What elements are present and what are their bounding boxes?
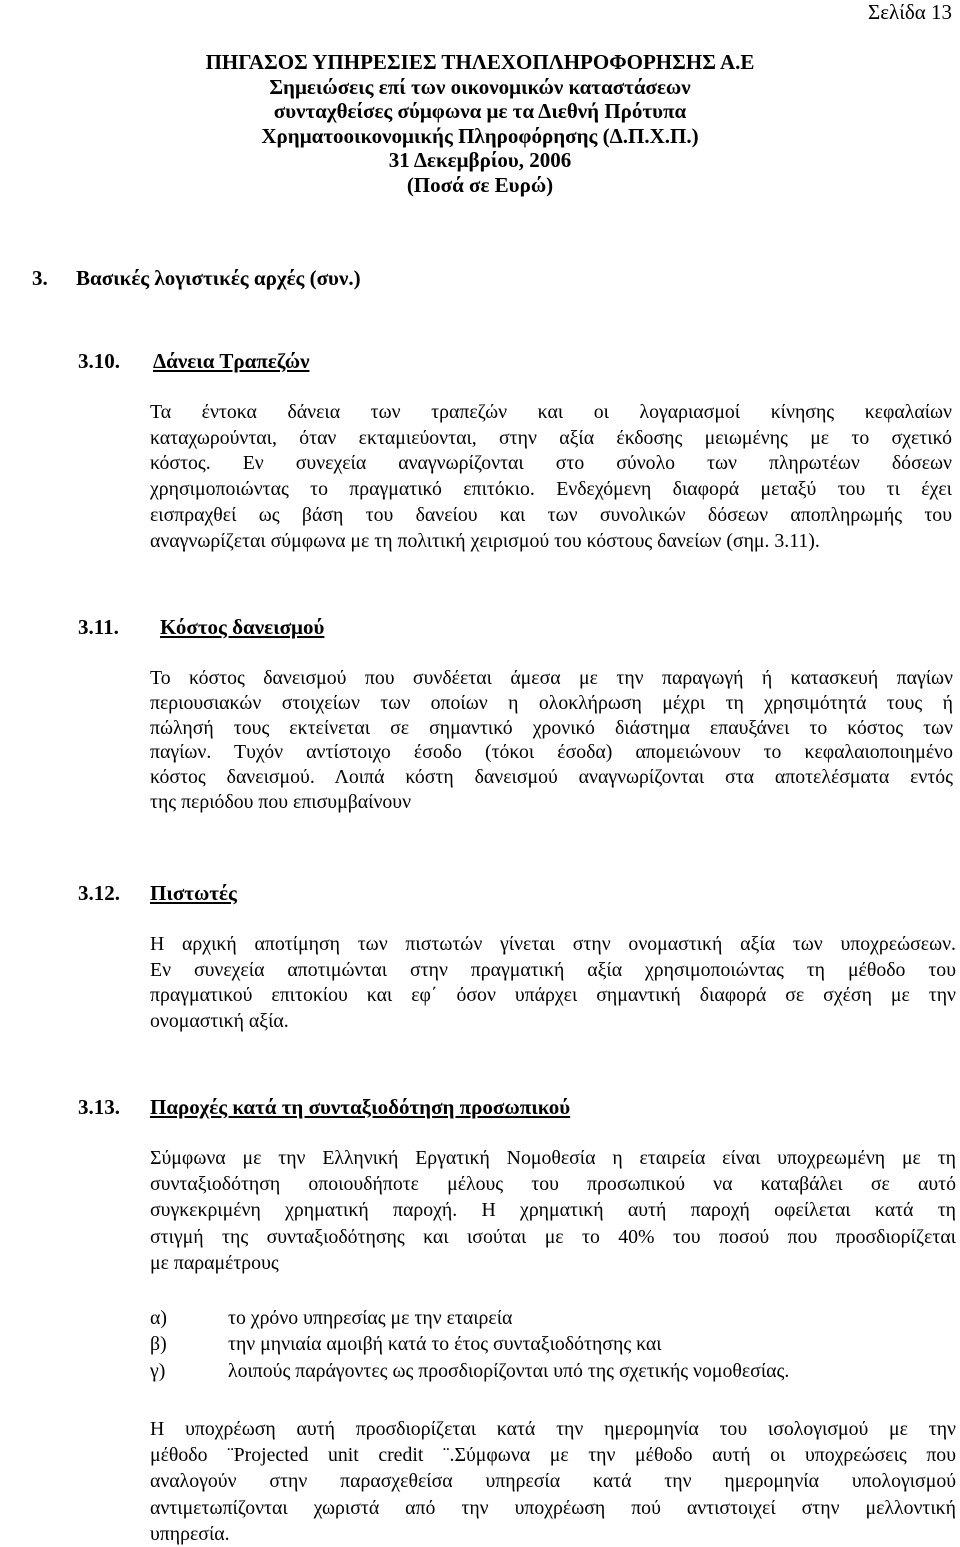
section-number: 3.10. — [78, 349, 120, 373]
parameter-list — [150, 1305, 910, 1384]
paragraph-line: περιουσιακών στοιχείων των οποίων η ολοκλήρωση μέχρι τη χρησιμότητά τους ή — [150, 691, 953, 714]
list-text: λοιπούς παράγοντες ως προσδιορίζονται υπό της σχετικής νομοθεσίας. — [228, 1359, 790, 1382]
list-marker: γ) — [150, 1359, 166, 1382]
section-title: Πιστωτές — [150, 881, 237, 905]
section-number: 3.11. — [78, 615, 119, 639]
paragraph-line: Σύμφωνα με την Ελληνική Εργατική Νομοθεσία η εταιρεία είναι υποχρεωμένη με τη — [150, 1147, 956, 1169]
list-item — [150, 1358, 910, 1384]
paragraph-line: πώλησή τους εκτείνεται σε σημαντικό χρονικό διάστημα επαυξάνει το κόστος των — [150, 716, 953, 739]
report-date: 31 Δεκεμβρίου, 2006 — [388, 148, 572, 173]
paragraph-line: Εν συνεχεία αποτιμώνται στην πραγματική αξία χρησιμοποιώντας τη μέθοδο του — [150, 958, 956, 981]
paragraph-line: κόστος δανεισμού. Λοιπά κόστη δανεισμού αναγνωρίζονται στα αποτελέσματα εντός — [150, 766, 953, 789]
section-title: Δάνεια Τραπεζών — [153, 349, 310, 373]
paragraph-line: παγίων. Τυχόν αντίστοιχο έσοδο (τόκοι έσοδα) απομειώνουν το κεφαλαιοποιημένο — [150, 741, 953, 764]
main-heading-title: Βασικές λογιστικές αρχές (συν.) — [76, 266, 361, 290]
paragraph-line: Τα έντοκα δάνεια των τραπεζών και οι λογαριασμοί κίνησης κεφαλαίων — [150, 401, 952, 423]
paragraph-line: καταχωρούνται, όταν εκταμιεύονται, στην αξία έκδοσης μειωμένης με το σχετικό — [150, 426, 952, 449]
section-title: Παροχές κατά τη συνταξιοδότηση προσωπικού — [150, 1095, 571, 1119]
paragraph-line: πραγματικού επιτοκίου και εφ΄ όσον υπάρχει σημαντική διαφορά σε σχέση με την — [150, 984, 956, 1007]
main-heading — [32, 266, 361, 290]
paragraph-line: υπηρεσία. — [150, 1522, 230, 1545]
paragraph-line: αντιμετωπίζονται χωριστά από την υποχρέωση πού αντιστοιχεί στην μελλοντική — [150, 1496, 956, 1519]
paragraph-line: της περιόδου που επισυμβαίνουν — [150, 790, 412, 813]
paragraph-line: Το κόστος δανεισμού που συνδέεται άμεσα με την παραγωγή ή κατασκευή παγίων — [150, 667, 953, 689]
paragraph-line: αναγνωρίζεται σύμφωνα με τη πολιτική χειρισμού του κόστους δανείων (σημ. 3.11). — [150, 529, 820, 552]
paragraph-line: Η υποχρέωση αυτή προσδιορίζεται κατά την ημερομηνία του ισολογισμού με την — [150, 1418, 956, 1440]
header-line: Σημειώσεις επί των οικονομικών καταστάσεων — [269, 74, 691, 99]
paragraph-line: στιγμή της συνταξιοδότησης και ισούται με το 40% του ποσού που προσδιορίζεται — [150, 1225, 956, 1248]
list-marker: α) — [150, 1307, 167, 1329]
paragraph-line: συγκεκριμένη χρηματική παροχή. Η χρηματική αυτή παροχή οφείλεται κατά τη — [150, 1199, 956, 1222]
list-item — [150, 1305, 910, 1331]
list-marker: β) — [150, 1333, 167, 1356]
section-paragraph — [150, 400, 952, 554]
paragraph-line: χρησιμοποιώντας το πραγματικό επιτόκιο. Ενδεχόμενη διαφορά μεταξύ του τι έχει — [150, 478, 952, 501]
list-text: την μηνιαία αμοιβή κατά το έτος συνταξιοδότησης και — [228, 1333, 662, 1356]
paragraph-line: συνταξιοδότηση οποιουδήποτε μέλους του προσωπικού να καταβάλει σε αυτό — [150, 1173, 956, 1196]
currency-note: (Ποσά σε Ευρώ) — [406, 172, 554, 197]
paragraph-line: κόστος. Εν συνεχεία αναγνωρίζονται στο σύνολο των πληρωτέων δόσεων — [150, 452, 952, 475]
section-title: Κόστος δανεισμού — [160, 615, 325, 639]
paragraph-line: Η αρχική αποτίμηση των πιστωτών γίνεται στην ονομαστική αξία των υποχρεώσεων. — [150, 933, 956, 955]
header-line: Χρηματοοικονομικής Πληροφόρησης (Δ.Π.Χ.Π.) — [261, 123, 699, 148]
list-text: το χρόνο υπηρεσίας με την εταιρεία — [228, 1307, 513, 1329]
main-heading-number: 3. — [32, 266, 48, 290]
paragraph-line: εισπραχθεί ως βάση του δανείου και των συνολικών δόσεων αποπληρωμής του — [150, 503, 952, 526]
section-paragraph — [150, 1416, 956, 1547]
list-item — [150, 1331, 910, 1357]
paragraph-line: ονομαστική αξία. — [150, 1010, 289, 1033]
paragraph-line: με παραμέτρους — [150, 1251, 279, 1274]
section-paragraph — [150, 932, 956, 1035]
section-paragraph — [150, 666, 953, 815]
paragraph-line: αναλογούν στην παρασχεθείσα υπηρεσία κατά την ημερομηνία υπολογισμού — [150, 1470, 956, 1493]
section-paragraph — [150, 1145, 956, 1276]
section-number: 3.12. — [78, 881, 120, 905]
page-number: Σελίδα 13 — [867, 0, 952, 24]
paragraph-line: μέθοδο ¨Projected unit credit ¨.Σύμφωνα με την μέθοδο αυτή οι υποχρεώσεις που — [150, 1444, 956, 1467]
company-name: ΠΗΓΑΣΟΣ ΥΠΗΡΕΣΙΕΣ ΤΗΛΕΧΟΠΛΗΡΟΦΟΡΗΣΗΣ Α.Ε — [205, 50, 755, 74]
section-number: 3.13. — [78, 1095, 120, 1119]
header-line: συνταχθείσες σύμφωνα με τα Διεθνή Πρότυπα — [273, 99, 687, 124]
document-header — [0, 50, 960, 198]
